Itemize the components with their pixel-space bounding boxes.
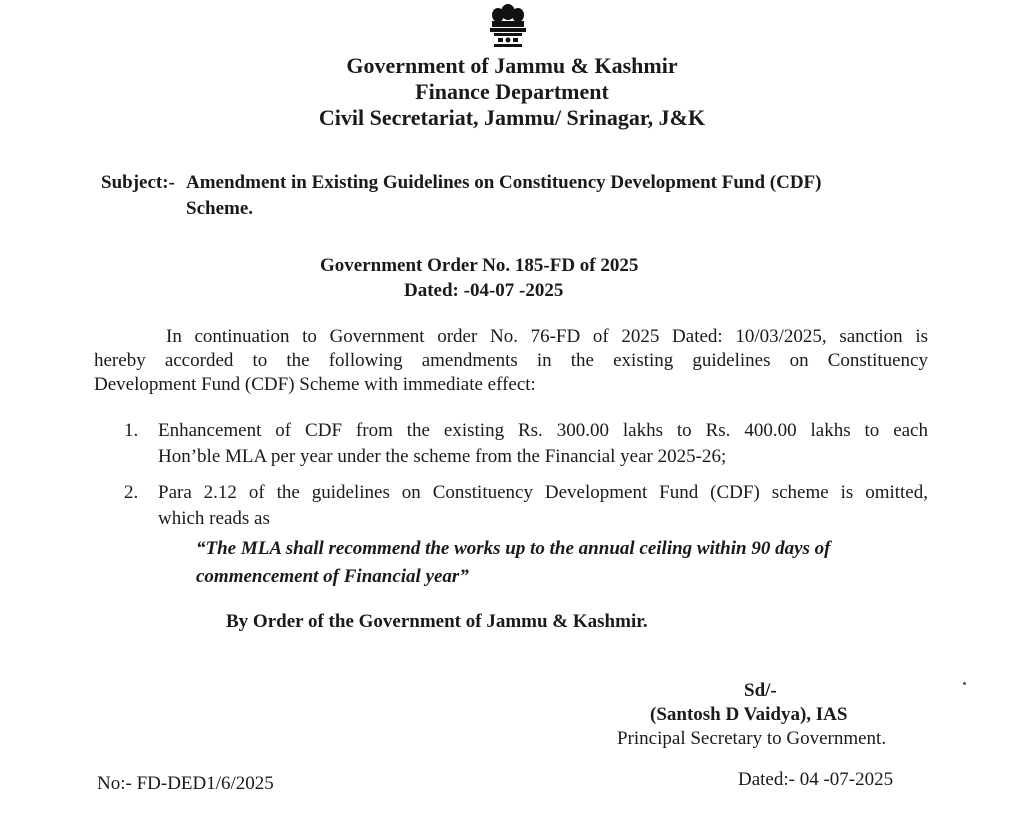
footer-dated: Dated:- 04 -07-2025 bbox=[738, 769, 894, 790]
state-emblem-icon bbox=[482, 2, 534, 50]
order-dated: Dated: -04-07 -2025 bbox=[404, 280, 564, 301]
list-item-2-line-2: which reads as bbox=[158, 508, 270, 529]
header-department: Finance Department bbox=[415, 79, 609, 104]
header-secretariat: Civil Secretariat, Jammu/ Srinagar, J&K bbox=[318, 105, 706, 130]
list-item-1-line-1: Enhancement of CDF from the existing Rs. 300.00 lakhs to Rs. 400.00 lakhs to each bbox=[158, 420, 928, 441]
list-item-1-line-2: Hon’ble MLA per year under the scheme from the Financial year 2025-26; bbox=[158, 446, 727, 467]
order-number: Government Order No. 185-FD of 2025 bbox=[320, 255, 639, 276]
paragraph-line-1: In continuation to Government order No. 76-FD of 2025 Dated: 10/03/2025, sanction is bbox=[166, 326, 928, 347]
reference-number: No:- FD-DED1/6/2025 bbox=[97, 773, 274, 794]
header-government: Government of Jammu & Kashmir bbox=[346, 53, 678, 78]
signatory-name: (Santosh D Vaidya), IAS bbox=[650, 704, 848, 725]
paragraph-line-3: Development Fund (CDF) Scheme with immediate effect: bbox=[94, 374, 536, 395]
by-order-line: By Order of the Government of Jammu & Kashmir. bbox=[226, 611, 648, 632]
subject-line-2: Scheme. bbox=[186, 198, 254, 219]
subject-line-1: Amendment in Existing Guidelines on Constituency Development Fund (CDF) bbox=[186, 172, 822, 193]
list-item-2-line-1: Para 2.12 of the guidelines on Constituency Development Fund (CDF) scheme is omitted, bbox=[158, 482, 928, 503]
scan-speck bbox=[963, 682, 966, 685]
signature-sd: Sd/- bbox=[744, 680, 777, 701]
quoted-text-line-1: “The MLA shall recommend the works up to the annual ceiling within 90 days of bbox=[196, 538, 831, 559]
signatory-designation: Principal Secretary to Government. bbox=[617, 728, 887, 749]
list-item-number: 1. bbox=[124, 420, 139, 441]
paragraph-line-2: hereby accorded to the following amendments in the existing guidelines on Constituency bbox=[94, 350, 928, 371]
subject-label: Subject:- bbox=[101, 172, 175, 193]
quoted-text-line-2: commencement of Financial year” bbox=[196, 566, 469, 587]
list-item-number: 2. bbox=[124, 482, 139, 503]
